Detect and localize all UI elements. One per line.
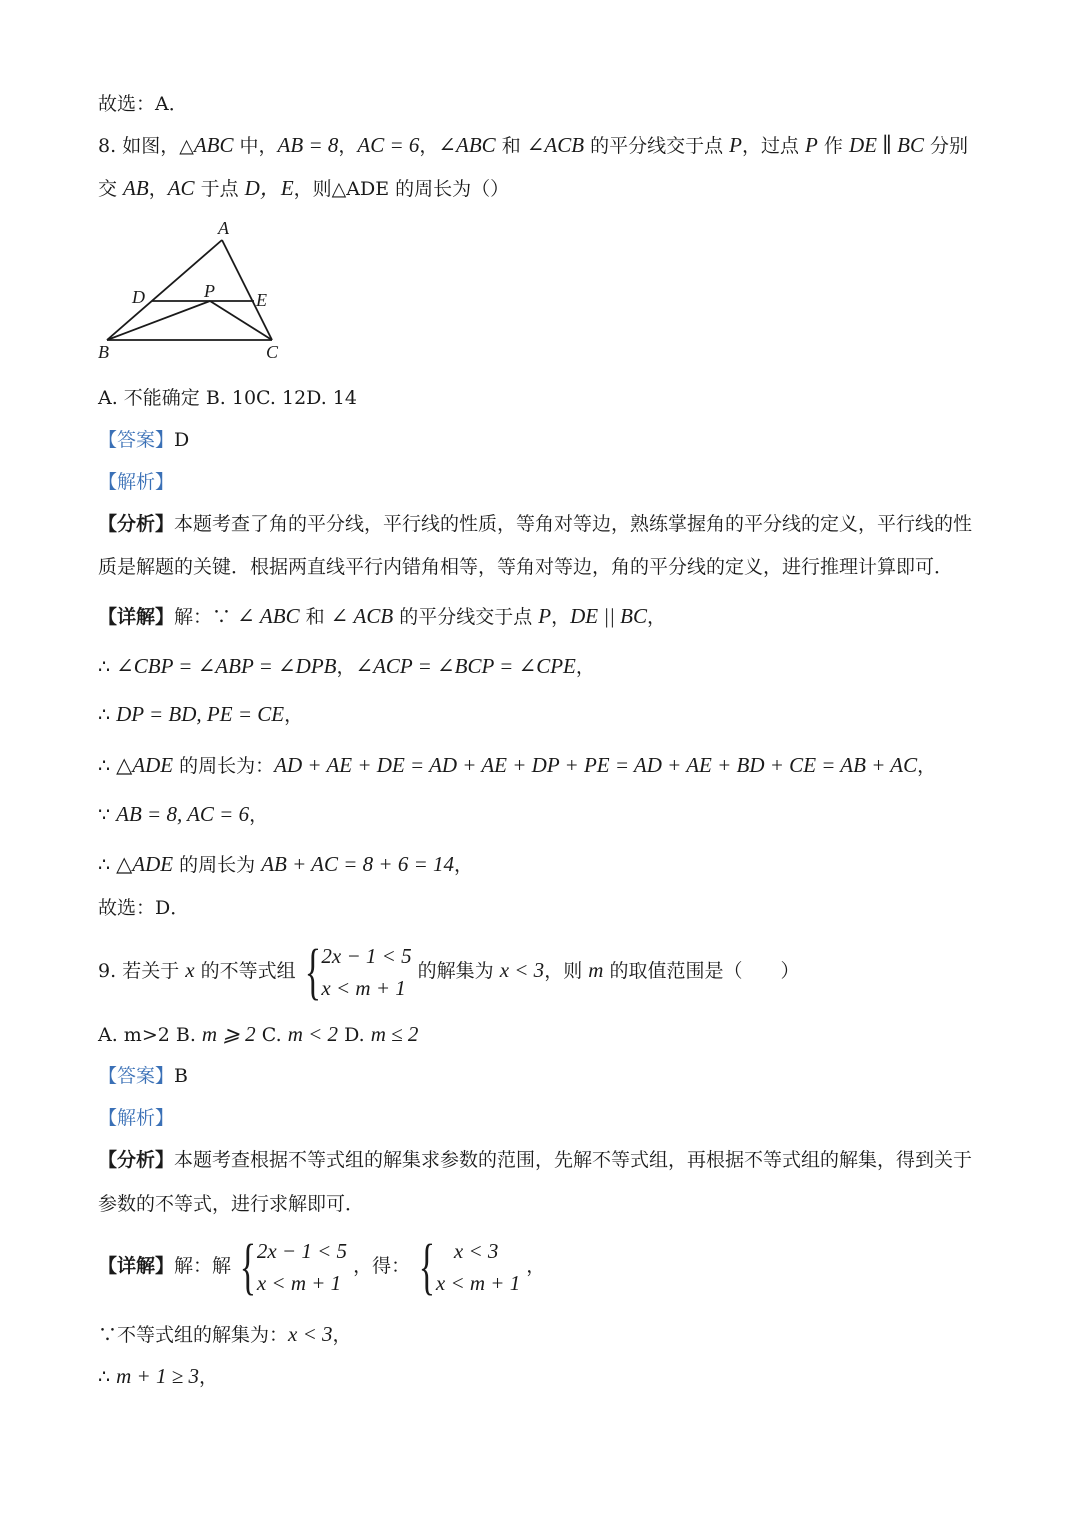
q9-number: 9. — [98, 960, 117, 982]
q8-detail-line1: 【详解】解：∵ ∠ ABC 和 ∠ ACB 的平分线交于点 P，DE || BC， — [98, 604, 667, 628]
q8-stem-line1: 8. 如图，△ABC 中，AB = 8，AC = 6，∠ABC 和 ∠ACB 的平分线交于点 P，过点 P 作 DE ∥ BC 分别 — [98, 133, 969, 157]
q8-fenxi-line1: 【分析】本题考查了角的平分线，平行线的性质，等角对等边，熟练掌握角的平分线的定义，平行线的性 — [98, 513, 973, 535]
segment-bp — [107, 301, 210, 340]
label-p: P — [204, 281, 215, 301]
triangle-figure — [90, 218, 300, 368]
q9-detail-system: { 2x − 1 < 5 x < m + 1 — [239, 1233, 348, 1301]
q9-step1: ∵不等式组的解集为：x < 3， — [98, 1322, 352, 1346]
q8-step3: ∴ DP = BD, PE = CE， — [98, 702, 304, 726]
q9-system: { 2x − 1 < 5 x < m + 1 — [304, 938, 412, 1006]
q9-options: A. m>2 B. m ⩾ 2 C. m < 2 D. m ≤ 2 — [98, 1022, 419, 1046]
label-c: C — [266, 342, 279, 362]
q8-analysis-tag: 【解析】 — [98, 471, 175, 493]
q8-step6: ∴ △ADE 的周长为 AB + AC = 8 + 6 = 14， — [98, 852, 474, 876]
q8-stem-line2: 交 AB，AC 于点 D，E，则△ADE 的周长为（） — [98, 176, 510, 200]
prev-conclusion: 故选：A． — [98, 93, 188, 115]
q9-fenxi-line2: 参数的不等式，进行求解即可． — [98, 1193, 365, 1215]
q9-step2: ∴ m + 1 ≥ 3， — [98, 1364, 219, 1388]
q8-step2: ∴ ∠CBP = ∠ABP = ∠DPB，∠ACP = ∠BCP = ∠CPE， — [98, 654, 595, 678]
label-a: A — [218, 218, 229, 238]
q8-answer: 【答案】D — [98, 429, 190, 451]
label-b: B — [98, 342, 109, 362]
q8-fenxi-line2: 质是解题的关键．根据两直线平行内错角相等，等角对等边，角的平分线的定义，进行推理计算即可． — [98, 556, 954, 578]
q9-answer: 【答案】B — [98, 1065, 188, 1087]
q9-analysis-tag: 【解析】 — [98, 1107, 175, 1129]
q8-step4: ∴ △ADE 的周长为：AD + AE + DE = AD + AE + DP + PE = AD + AE + BD + CE = AB + AC， — [98, 753, 937, 777]
label-e: E — [256, 290, 267, 310]
q8-step5: ∵ AB = 8, AC = 6， — [98, 802, 269, 826]
q8-number: 8. — [98, 135, 117, 157]
label-d: D — [132, 287, 145, 307]
q8-conclusion: 故选：D． — [98, 897, 190, 919]
answer-tag: 【答案】 — [98, 429, 175, 451]
q9-detail: 【详解】解：解 { 2x − 1 < 5 x < m + 1 ，得： { x < 3 x < m + 1 ， — [98, 1233, 546, 1301]
q8-options: A. 不能确定 B. 10C. 12D. 14 — [98, 387, 357, 409]
q9-fenxi-line1: 【分析】本题考查根据不等式组的解集求参数的范围，先解不等式组，再根据不等式组的解集，得到关于 — [98, 1149, 973, 1171]
q9-result-system: { x < 3 x < m + 1 — [418, 1233, 521, 1301]
q9-stem: 9. 若关于 x 的不等式组 { 2x − 1 < 5 x < m + 1 的解集为 x < 3，则 m 的取值范围是（ ） — [98, 938, 800, 1006]
